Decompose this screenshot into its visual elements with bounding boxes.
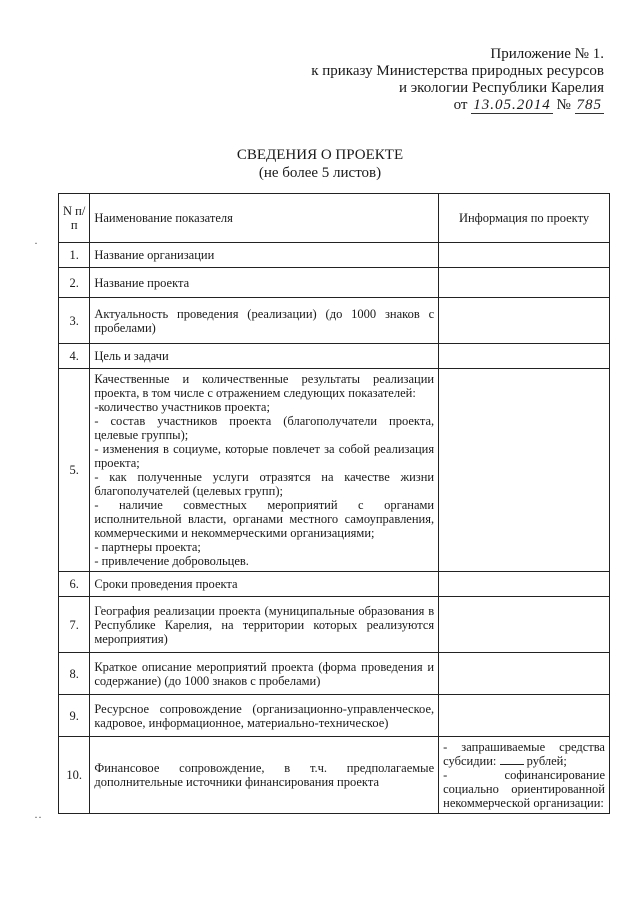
- row-num: 3.: [59, 298, 90, 344]
- table-row: [59, 344, 610, 369]
- row-num: 9.: [59, 695, 90, 737]
- result-line: - партнеры проекта;: [94, 540, 201, 554]
- date-prefix: от: [453, 97, 468, 113]
- funding-cofinancing: - софинансирование социально ориентированной некоммерческой организации:: [443, 768, 605, 810]
- subsidy-amount-blank[interactable]: [500, 764, 524, 765]
- row-num: 8.: [59, 653, 90, 695]
- row-info-cell[interactable]: [439, 344, 610, 369]
- row-info-cell[interactable]: [439, 243, 610, 268]
- row-name: Актуальность проведения (реализации) (до 1000 знаков с пробелами): [90, 298, 439, 344]
- order-date: 13.05.2014: [473, 97, 551, 113]
- row-num: 1.: [59, 243, 90, 268]
- header-name: Наименование показателя: [90, 194, 439, 243]
- result-line: -количество участников проекта;: [94, 400, 270, 414]
- table-row: [59, 298, 610, 344]
- row-name: Сроки проведения проекта: [90, 572, 439, 597]
- row-info-cell[interactable]: [439, 369, 610, 572]
- header-info: Информация по проекту: [439, 194, 610, 243]
- appendix-line-3: и экологии Республики Карелия: [398, 80, 604, 96]
- row-name: [90, 369, 439, 572]
- project-info-table: [58, 193, 610, 814]
- table-row: [59, 268, 610, 298]
- table-row: [59, 695, 610, 737]
- row-name: География реализации проекта (муниципальные образования в Республике Карелия, на территории которых реализуются мероприятия): [90, 597, 439, 653]
- funding-subsidy: [443, 740, 605, 768]
- row-num: 6.: [59, 572, 90, 597]
- row-num: 7.: [59, 597, 90, 653]
- row-num: 4.: [59, 344, 90, 369]
- table-row: [59, 737, 610, 814]
- subsidy-unit: рублей;: [526, 754, 567, 768]
- row-num: 10.: [59, 737, 90, 814]
- title-main: СВЕДЕНИЯ О ПРОЕКТЕ: [236, 147, 404, 163]
- order-number: 785: [576, 97, 602, 113]
- result-line: Качественные и количественные результаты реализации проекта, в том числе с отражением следующих показателей:: [94, 372, 435, 400]
- row-name: Цель и задачи: [90, 344, 439, 369]
- table-row: [59, 243, 610, 268]
- result-line: - состав участников проекта (благополучатели проекта, целевые группы);: [94, 414, 435, 442]
- document-title: [0, 146, 640, 182]
- row-num: 5.: [59, 369, 90, 572]
- appendix-line-2: к приказу Министерства природных ресурсов: [311, 63, 604, 79]
- appendix-line-4: [311, 97, 604, 114]
- table-row: [59, 653, 610, 695]
- result-line: - наличие совместных мероприятий с органами исполнительной власти, органами местного самоуправления, коммерческими и некоммерческими организациями;: [94, 498, 435, 540]
- row-name: Название проекта: [90, 268, 439, 298]
- number-sign: №: [556, 97, 571, 113]
- row-info-cell[interactable]: [439, 268, 610, 298]
- result-line: - привлечение добровольцев.: [94, 554, 249, 568]
- row-info-cell[interactable]: [439, 572, 610, 597]
- appendix-line-1: Приложение № 1.: [490, 46, 604, 62]
- appendix-header: [311, 46, 604, 114]
- row-info-cell[interactable]: [439, 737, 610, 814]
- title-sub: (не более 5 листов): [258, 165, 382, 181]
- table-row: [59, 369, 610, 572]
- result-line: - как полученные услуги отразятся на качестве жизни благополучателей (целевых групп);: [94, 470, 435, 498]
- row-name: Финансовое сопровождение, в т.ч. предполагаемые дополнительные источники финансирования проекта: [90, 737, 439, 814]
- row-info-cell[interactable]: [439, 695, 610, 737]
- table-header-row: [59, 194, 610, 243]
- row-info-cell[interactable]: [439, 653, 610, 695]
- table-row: [59, 572, 610, 597]
- scan-mark: ··: [34, 810, 42, 824]
- row-name: Название организации: [90, 243, 439, 268]
- table-row: [59, 597, 610, 653]
- row-num: 2.: [59, 268, 90, 298]
- header-num: N п/п: [59, 194, 90, 243]
- row-name: Ресурсное сопровождение (организационно-управленческое, кадровое, информационное, материально-техническое): [90, 695, 439, 737]
- subsidy-label: - запрашиваемые средства субсидии:: [443, 740, 605, 768]
- row-name: Краткое описание мероприятий проекта (форма проведения и содержание) (до 1000 знаков с пробелами): [90, 653, 439, 695]
- scan-mark: ·: [34, 236, 38, 250]
- row-info-cell[interactable]: [439, 298, 610, 344]
- result-line: - изменения в социуме, которые повлечет за собой реализация проекта;: [94, 442, 435, 470]
- row-info-cell[interactable]: [439, 597, 610, 653]
